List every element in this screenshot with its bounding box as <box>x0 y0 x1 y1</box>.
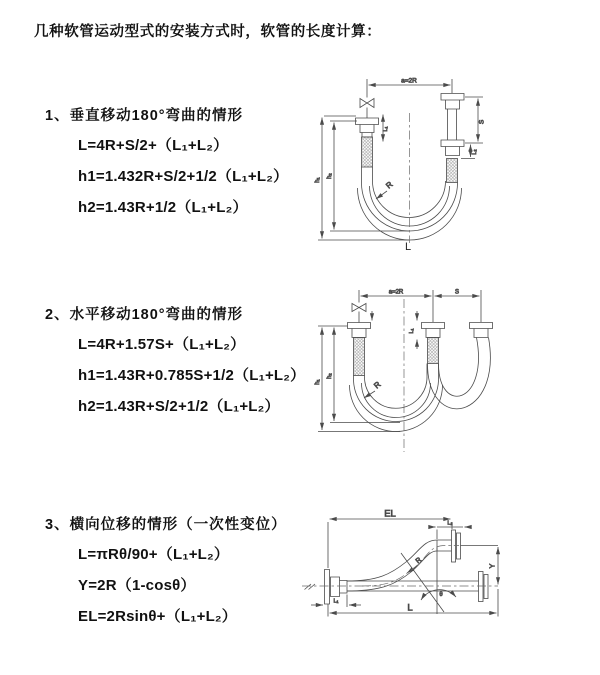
dim-label-el: EL <box>384 508 396 520</box>
right-braid-sleeve <box>447 159 458 183</box>
dim-label-r: R <box>414 556 424 566</box>
dim-label-a2r: a=2R <box>388 289 404 296</box>
dim-label-l2: L₂ <box>447 520 453 527</box>
hose-outline-position1-ghost <box>350 383 443 432</box>
section-vertical-180 <box>45 104 288 227</box>
dim-label-h1: h₁ <box>315 379 321 385</box>
hose-outline-bottom <box>347 551 437 591</box>
left-fitting-flange <box>348 323 371 338</box>
dim-label-r: R <box>384 179 395 191</box>
dim-label-l2: L₂ <box>472 149 478 155</box>
diagram-vertical-180-bend <box>305 70 600 255</box>
diagram-lateral-displacement <box>298 503 600 643</box>
dim-label-s: S <box>478 119 486 125</box>
dim-label-s: S <box>454 289 460 296</box>
dim-label-r: R <box>372 379 383 391</box>
hose-outline-position1 <box>354 364 439 422</box>
section-2-heading: 2、水平移动180°弯曲的情形 <box>45 307 244 323</box>
right-fitting-lower <box>441 140 464 156</box>
formula-h2: h2=1.43R+S/2+1/2（L₁+L₂） <box>78 398 280 415</box>
formula-h2: h2=1.43R+1/2（L₁+L₂） <box>78 199 248 216</box>
dim-label-l1: L₁ <box>333 598 339 605</box>
extension-lines-l <box>328 589 498 617</box>
formula-h1: h1=1.43R+0.785S+1/2（L₁+L₂） <box>78 367 306 384</box>
extension-lines-s <box>461 97 483 159</box>
left-braid-sleeve <box>354 338 365 376</box>
middle-fitting-flange <box>422 323 445 338</box>
left-braid-sleeve <box>362 137 373 167</box>
valve-icon <box>352 304 366 323</box>
dim-label-h2: h₂ <box>327 173 333 179</box>
radius-leader-arrow <box>364 391 375 398</box>
dim-label-h1: h₁ <box>315 177 321 183</box>
section-horizontal-180 <box>45 303 305 426</box>
left-fitting-flange <box>356 118 379 137</box>
diagram-horizontal-180-bend <box>300 283 600 463</box>
section-3-heading: 3、横向位移的情形（一次性变位） <box>45 517 287 533</box>
page-title: 几种软管运动型式的安装方式时，软管的长度计算： <box>34 24 382 40</box>
formula-y: Y=2R（1-cosθ） <box>78 577 196 594</box>
hose-outline-top <box>347 540 437 581</box>
extension-lines-top <box>359 290 481 322</box>
centerline-break-mark <box>305 584 316 590</box>
dim-label-theta: θ <box>439 592 443 598</box>
section-lateral-displacement <box>45 513 287 636</box>
dim-label-l1: L₁ <box>409 328 415 334</box>
valve-icon <box>360 99 374 119</box>
formula-length: L=πRθ/90+（L₁+L₂） <box>78 546 230 563</box>
upper-flange-plate-1 <box>452 530 456 562</box>
right-flange-plate-1 <box>479 572 484 602</box>
right-fitting-flange <box>470 323 493 338</box>
formula-length: L=4R+S/2+（L₁+L₂） <box>78 137 229 154</box>
radius-leader-arrow <box>376 191 387 199</box>
extension-lines-el <box>328 522 452 568</box>
dim-label-l: L <box>404 241 412 253</box>
dim-label-h2: h₂ <box>327 373 333 379</box>
dim-label-l1: L₁ <box>383 126 389 132</box>
section-1-heading: 1、垂直移动180°弯曲的情形 <box>45 108 244 124</box>
right-fitting-upper <box>441 94 464 141</box>
dim-label-y: Y <box>489 563 497 569</box>
right-flange-plate-2 <box>484 575 488 599</box>
middle-braid-sleeve <box>428 338 439 364</box>
dim-label-a2r: a=2R <box>401 77 417 85</box>
dimension-l2 <box>430 527 470 539</box>
upper-flange-plate-2 <box>457 533 461 559</box>
dim-label-l: L <box>407 602 413 614</box>
formula-h1: h1=1.432R+S/2+1/2（L₁+L₂） <box>78 168 289 185</box>
formula-length: L=4R+1.57S+（L₁+L₂） <box>78 336 246 353</box>
formula-el: EL=2Rsinθ+（L₁+L₂） <box>78 608 237 625</box>
